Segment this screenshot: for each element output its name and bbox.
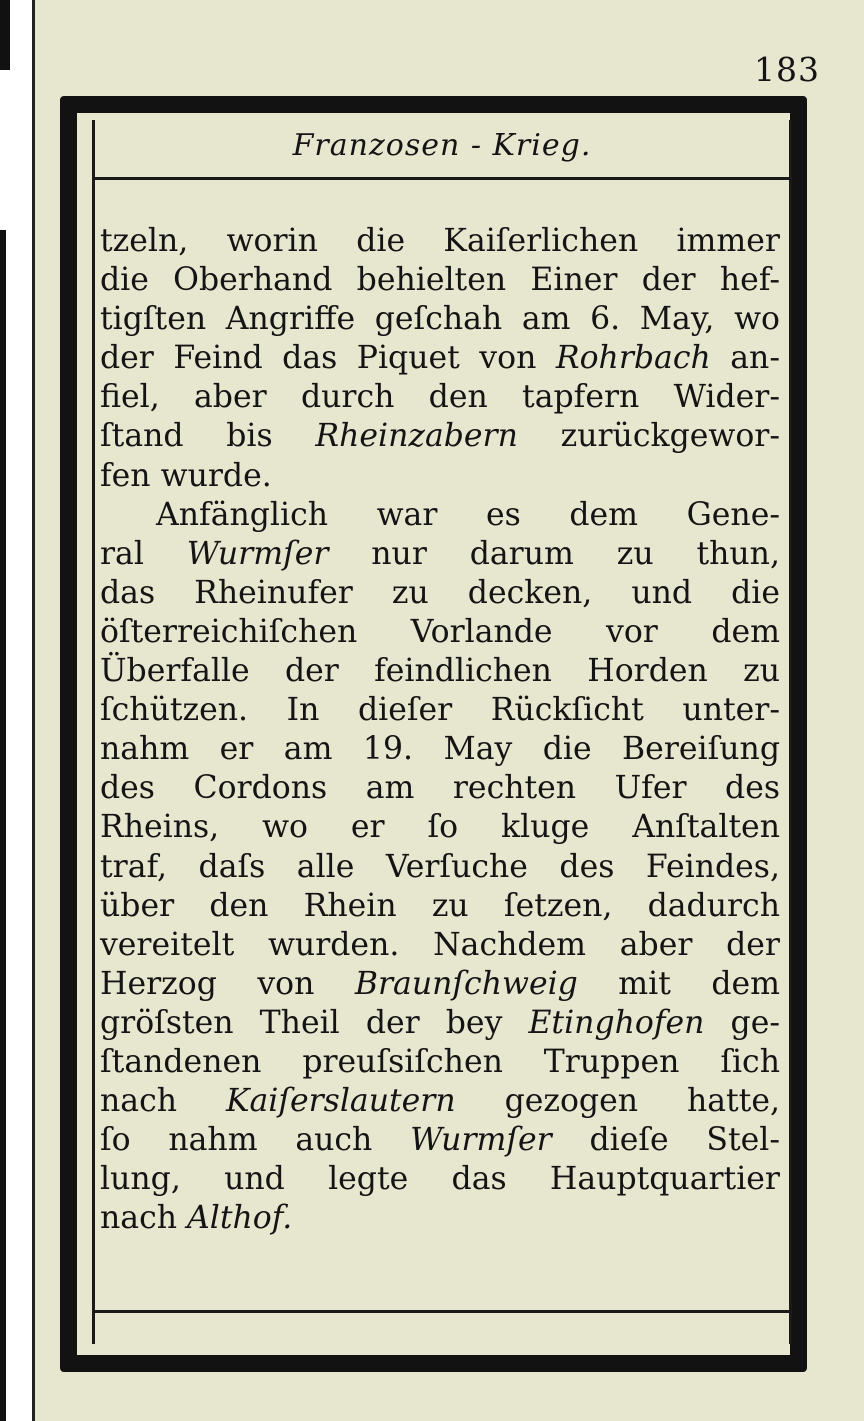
- text-line: Rheins, wo er ſo kluge Anſtalten: [100, 809, 780, 846]
- text-line: Anfänglich war es dem Gene-: [156, 496, 780, 533]
- text-line: lung, und legte das Hauptquartier: [100, 1161, 780, 1198]
- text-line: [100, 417, 780, 456]
- text-line: ſtandenen preuſsiſchen Truppen ſich: [100, 1043, 780, 1080]
- text-run: nach: [100, 1200, 188, 1237]
- text-line: öſterreichiſchen Vorlande vor dem: [100, 613, 780, 650]
- text-line: [100, 1004, 780, 1043]
- page-number: 183: [754, 50, 820, 89]
- text-line: tigſten Angriffe geſchah am 6. May, wo: [100, 301, 780, 338]
- text-line: vereitelt wurden. Nachdem aber der: [100, 926, 780, 963]
- italic-name: Etinghofen: [528, 1004, 705, 1041]
- text-line: des Cordons am rechten Ufer des: [100, 770, 780, 807]
- text-run: nach: [100, 1083, 226, 1120]
- text-run: zurückgewor-: [517, 418, 780, 455]
- text-line: tzeln, worin die Kaiſerlichen immer: [100, 223, 780, 259]
- spine-shadow: [0, 230, 6, 1421]
- text-run: ſtand bis: [100, 418, 316, 455]
- text-run: Herzog von: [100, 965, 355, 1002]
- header-rule: [92, 177, 792, 180]
- text-line: [100, 1121, 780, 1160]
- spine-shadow: [0, 0, 10, 70]
- book-spine-edge: [0, 0, 35, 1421]
- text-line: traf, daſs alle Verſuche des Feindes,: [100, 848, 780, 885]
- italic-name: Rohrbach: [555, 340, 711, 377]
- text-line: [100, 965, 780, 1004]
- text-line: [100, 1199, 780, 1238]
- text-line: die Oberhand behielten Einer der hef-: [100, 262, 780, 299]
- text-line: über den Rhein zu ſetzen, dadurch: [100, 887, 780, 924]
- text-line: fen wurde.: [100, 457, 272, 494]
- italic-name: Wurmſer: [410, 1122, 552, 1159]
- text-run: gezogen hatte,: [455, 1083, 780, 1120]
- italic-name: Wurmſer: [186, 535, 329, 572]
- running-header: Franzosen - Krieg.: [292, 128, 592, 163]
- body-text: [100, 222, 780, 1238]
- text-run: dieſe Stel-: [551, 1122, 780, 1159]
- text-run: an-: [710, 340, 780, 377]
- italic-name: Braunſchweig: [354, 965, 578, 1002]
- text-run: nur darum zu thun,: [328, 535, 780, 572]
- text-line: Überfalle der feindlichen Horden zu: [100, 653, 780, 690]
- italic-name: Althof.: [187, 1200, 293, 1237]
- text-line: [100, 339, 780, 378]
- italic-name: Kaiſerslautern: [225, 1083, 456, 1120]
- text-line: ſchützen. In dieſer Rückſicht unter-: [100, 692, 780, 729]
- text-run: ge-: [704, 1004, 780, 1041]
- text-run: ſo nahm auch: [100, 1122, 411, 1159]
- text-run: der Feind das Piquet von: [100, 340, 556, 377]
- text-run: gröſsten Theil der bey: [100, 1004, 529, 1041]
- text-line: [100, 535, 780, 574]
- text-line: nahm er am 19. May die Bereiſung: [100, 731, 780, 768]
- text-line: [100, 1082, 780, 1121]
- text-run: ral: [100, 535, 187, 572]
- text-line: fiel, aber durch den tapfern Wider-: [100, 379, 780, 416]
- text-line: das Rheinufer zu decken, und die: [100, 574, 780, 611]
- footer-rule: [92, 1310, 792, 1313]
- italic-name: Rheinzabern: [315, 418, 518, 455]
- text-run: mit dem: [577, 965, 780, 1002]
